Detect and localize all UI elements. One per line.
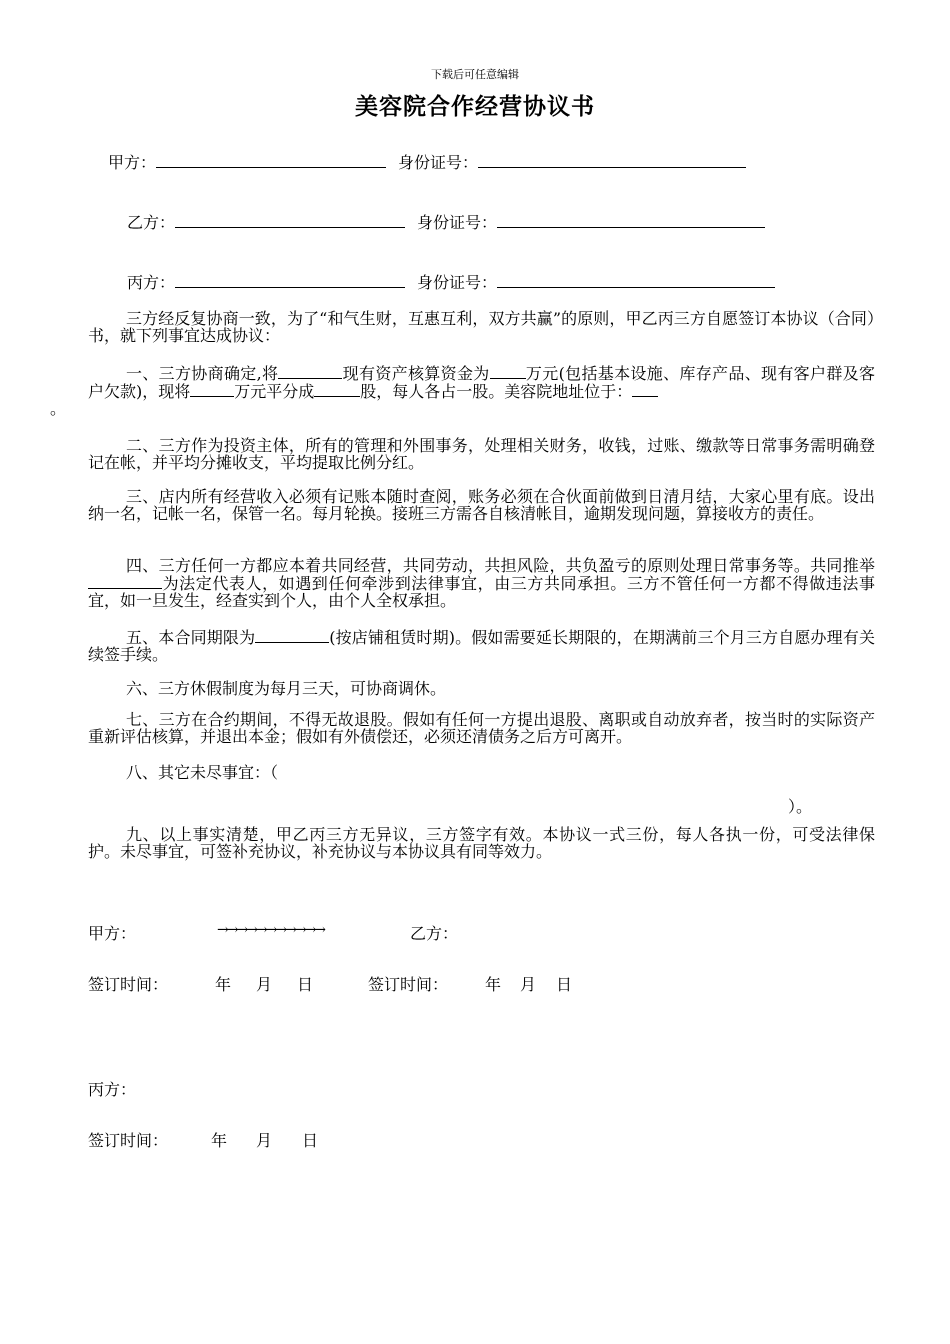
party-c-line	[127, 270, 775, 293]
clause-1-text-d: 万元平分成	[234, 382, 315, 401]
clause-5-text-a: 五、本合同期限为	[126, 628, 256, 647]
clause-6: 六、三方休假制度为每月三天，可协商调休。	[126, 679, 447, 698]
party-a-label: 甲方：	[108, 153, 157, 172]
sign-time-a-year: 年	[215, 975, 232, 994]
sign-time-c-year: 年	[211, 1131, 228, 1150]
clause-1	[50, 364, 875, 418]
party-a-id-blank[interactable]	[478, 153, 746, 168]
intro-paragraph: 三方经反复协商一致，为了“和气生财，互惠互利，双方共赢”的原则，甲乙丙三方自愿签订本协议（合同）书，就下列事宜达成协议：	[88, 309, 875, 345]
clause-1-blank-3[interactable]	[190, 382, 234, 397]
party-c-id-label: 身份证号：	[417, 273, 498, 292]
sign-time-b-label: 签订时间：	[368, 975, 449, 994]
sign-time-b-month: 月	[520, 975, 537, 994]
clause-1-text-a: 一、三方协商确定,将	[126, 364, 279, 383]
sign-time-a-label: 签订时间：	[88, 975, 169, 994]
clause-1-blank-1[interactable]	[278, 364, 342, 379]
party-c-id-blank[interactable]	[497, 273, 775, 288]
clause-5-blank[interactable]	[255, 628, 329, 643]
party-a-line	[108, 150, 746, 173]
document-title: 美容院合作经营协议书	[355, 93, 595, 120]
sign-time-c-day: 日	[302, 1131, 319, 1150]
sign-party-b-label: 乙方：	[410, 924, 459, 943]
party-b-label: 乙方：	[127, 213, 176, 232]
party-c-label: 丙方：	[127, 273, 176, 292]
clause-2: 二、三方作为投资主体，所有的管理和外围事务，处理相关财务，收钱，过账、缴款等日常事务需明确登记在帐，并平均分摊收支，平均提取比例分红。	[88, 436, 875, 472]
party-b-name-blank[interactable]	[175, 213, 405, 228]
sign-time-b-day: 日	[556, 975, 573, 994]
clause-4	[88, 557, 875, 609]
clause-4-blank[interactable]	[88, 574, 162, 589]
sign-party-a-label: 甲方：	[88, 924, 137, 943]
clause-8-closing: ）。	[788, 797, 813, 816]
party-b-id-label: 身份证号：	[417, 213, 498, 232]
clause-1-text-e: 股，每人各占一股。美容院地址位于：	[360, 382, 633, 401]
clause-5	[88, 628, 875, 663]
clause-8: 八、其它未尽事宜：（	[126, 763, 279, 782]
clause-1-blank-4[interactable]	[314, 382, 360, 397]
sign-time-c-label: 签订时间：	[88, 1131, 169, 1150]
sign-time-a-month: 月	[256, 975, 273, 994]
clause-1-blank-5[interactable]	[632, 382, 658, 397]
clause-7: 七、三方在合约期间，不得无故退股。假如有任何一方提出退股、离职或自动放弃者，按当时的实际资产重新评估核算，并退出本金；假如有外债偿还，必须还清债务之后方可离开。	[88, 710, 875, 746]
sign-party-c-label: 丙方：	[88, 1080, 137, 1099]
sign-time-b-year: 年	[485, 975, 502, 994]
party-b-id-blank[interactable]	[497, 213, 765, 228]
party-b-line	[127, 210, 765, 233]
clause-4-text-a: 四、三方任何一方都应本着共同经营，共同劳动，共担风险，共负盈亏的原则处理日常事务等。共同推举	[126, 556, 875, 575]
arrow-leader: →→→→→→→→→→→	[217, 922, 325, 938]
clause-1-blank-2[interactable]	[490, 364, 526, 379]
clause-1-text-f: 。	[50, 399, 67, 418]
header-note: 下载后可任意编辑	[431, 68, 519, 81]
party-c-name-blank[interactable]	[175, 273, 405, 288]
clause-5-text-b: (按店铺租赁时期)。假如需要延长期限的，在期满前三个月三方自愿办理有关续签手续。	[88, 628, 875, 664]
clause-9: 九、以上事实清楚，甲乙丙三方无异议，三方签字有效。本协议一式三份，每人各执一份，可受法律保护。未尽事宜，可签补充协议，补充协议与本协议具有同等效力。	[88, 825, 875, 861]
clause-4-text-b: 为法定代表人，如遇到任何牵涉到法律事宜，由三方共同承担。三方不管任何一方都不得做违法事宜，如一旦发生，经查实到个人，由个人全权承担。	[88, 574, 875, 610]
clause-1-text-c: 万元(包括基本设施、库存产品、现有客户群及客户欠款)，现将	[88, 364, 875, 401]
party-a-name-blank[interactable]	[156, 153, 386, 168]
clause-1-text-b: 现有资产核算资金为	[342, 364, 490, 383]
party-a-id-label: 身份证号：	[398, 153, 479, 172]
clause-3: 三、店内所有经营收入必须有记账本随时查阅，账务必须在合伙面前做到日清月结，大家心里有底。设出纳一名，记帐一名，保管一名。每月轮换。接班三方需各自核清帐目，逾期发现问题，算接收方的责任。	[88, 487, 875, 523]
sign-time-c-month: 月	[256, 1131, 273, 1150]
sign-time-a-day: 日	[297, 975, 314, 994]
